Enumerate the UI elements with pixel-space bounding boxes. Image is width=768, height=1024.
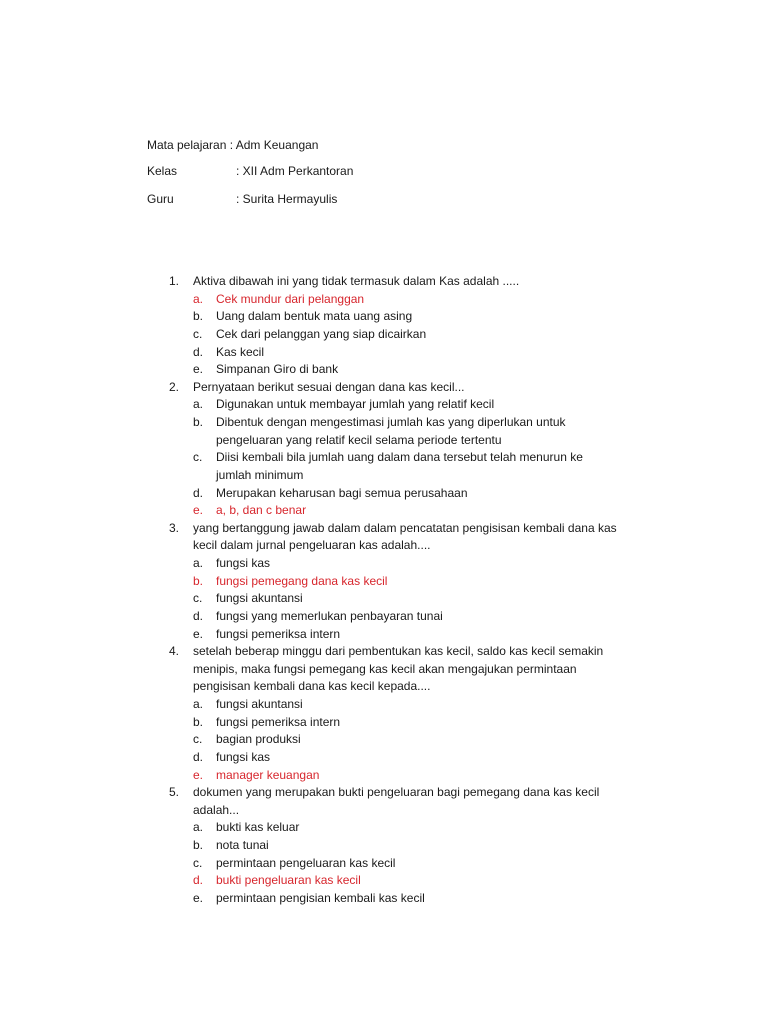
- option-letter: e.: [193, 362, 204, 377]
- option-letter: e.: [193, 767, 204, 782]
- option-letter: d.: [193, 485, 204, 500]
- question-line: [0, 643, 768, 661]
- option-text: fungsi pemeriksa intern: [216, 714, 341, 729]
- answer-option: [0, 696, 768, 714]
- question-number: 3.: [169, 520, 180, 535]
- option-line: [0, 890, 768, 908]
- question-item: [0, 379, 768, 520]
- question-line: [0, 379, 768, 397]
- header-value: : Adm Keuangan: [229, 138, 319, 152]
- question-text: kecil dalam jurnal pengeluaran kas adalah....: [193, 538, 431, 553]
- option-line: [0, 590, 768, 608]
- option-text: Kas kecil: [216, 344, 265, 359]
- answer-option-correct: [0, 291, 768, 309]
- answer-option-correct: [0, 573, 768, 591]
- question-line: [0, 537, 768, 555]
- question-item: [0, 273, 768, 379]
- option-letter: b.: [193, 573, 204, 588]
- question-number: 1.: [169, 274, 180, 288]
- option-letter: b.: [193, 309, 204, 324]
- option-line: [0, 749, 768, 767]
- question-line: [0, 678, 768, 696]
- answer-option: [0, 731, 768, 749]
- question-text: pengisisan kembali dana kas kecil kepada....: [193, 679, 431, 694]
- option-line: [0, 573, 768, 591]
- option-line: [0, 326, 768, 344]
- question-text: dokumen yang merupakan bukti pengeluaran bagi pemegang dana kas kecil: [193, 785, 600, 800]
- option-text: fungsi akuntansi: [216, 697, 303, 711]
- option-line: [0, 767, 768, 785]
- answer-option-correct: [0, 767, 768, 785]
- option-line: [0, 696, 768, 714]
- option-text: fungsi kas: [216, 556, 271, 570]
- answer-option: [0, 590, 768, 608]
- header-class: [147, 164, 353, 178]
- option-line: [0, 855, 768, 873]
- question-line: [0, 802, 768, 820]
- option-text: jumlah minimum: [216, 467, 304, 482]
- option-letter: a.: [193, 820, 204, 835]
- option-letter: c.: [193, 591, 203, 606]
- option-letter: e.: [193, 626, 204, 641]
- option-text: bagian produksi: [216, 732, 301, 747]
- option-letter: d.: [193, 749, 204, 764]
- option-letter: a.: [193, 397, 204, 412]
- option-line: [0, 291, 768, 309]
- option-line: [0, 414, 768, 432]
- option-letter: a.: [193, 697, 204, 711]
- question-number: 5.: [169, 785, 180, 800]
- option-line: [0, 731, 768, 749]
- option-text: manager keuangan: [216, 767, 320, 782]
- question-number: 4.: [169, 644, 180, 659]
- question-text: menipis, maka fungsi pemegang kas kecil akan mengajukan permintaan: [193, 661, 577, 676]
- answer-option-correct: [0, 872, 768, 890]
- header-teacher: [147, 192, 337, 206]
- option-text: Dibentuk dengan mengestimasi jumlah kas yang diperlukan untuk: [216, 415, 566, 429]
- question-item: [0, 520, 768, 643]
- option-line: [0, 308, 768, 326]
- option-line: [0, 449, 768, 467]
- answer-option: [0, 308, 768, 326]
- answer-option: [0, 326, 768, 344]
- option-line: [0, 396, 768, 414]
- option-text: Simpanan Giro di bank: [216, 362, 339, 377]
- option-text: Digunakan untuk membayar jumlah yang relatif kecil: [216, 397, 495, 412]
- answer-option: [0, 344, 768, 362]
- option-text: Uang dalam bentuk mata uang asing: [216, 309, 413, 324]
- question-list: [0, 273, 768, 908]
- option-letter: c.: [193, 855, 203, 870]
- answer-option: [0, 361, 768, 379]
- option-line: [0, 714, 768, 732]
- option-text: Cek mundur dari pelanggan: [216, 291, 365, 306]
- header-label: Mata pelajaran: [147, 138, 227, 152]
- option-text: Merupakan keharusan bagi semua perusahaan: [216, 485, 468, 500]
- answer-option: [0, 485, 768, 503]
- answer-option: [0, 890, 768, 908]
- option-letter: d.: [193, 608, 204, 623]
- option-line: [0, 819, 768, 837]
- option-line: [0, 608, 768, 626]
- option-text: a, b, dan c benar: [216, 503, 307, 518]
- question-line: [0, 273, 768, 291]
- question-line: [0, 784, 768, 802]
- question-item: [0, 643, 768, 784]
- option-text: fungsi pemeriksa intern: [216, 626, 341, 641]
- option-text: Cek dari pelanggan yang siap dicairkan: [216, 326, 427, 341]
- option-text: fungsi kas: [216, 749, 271, 764]
- question-text: Aktiva dibawah ini yang tidak termasuk dalam Kas adalah .....: [193, 274, 520, 288]
- option-line: [0, 485, 768, 503]
- option-text: fungsi yang memerlukan penbayaran tunai: [216, 608, 443, 623]
- question-text: adalah...: [193, 802, 240, 817]
- answer-option: [0, 396, 768, 414]
- question-item: [0, 784, 768, 907]
- header-label: Guru: [147, 192, 174, 206]
- answer-option: [0, 555, 768, 573]
- header-subject: [147, 138, 318, 152]
- option-line: [0, 344, 768, 362]
- option-line: [0, 555, 768, 573]
- answer-option: [0, 626, 768, 644]
- option-letter: c.: [193, 732, 203, 747]
- header-value: : XII Adm Perkantoran: [236, 164, 354, 178]
- answer-option: [0, 449, 768, 484]
- answer-option: [0, 837, 768, 855]
- option-text: Diisi kembali bila jumlah uang dalam dana tersebut telah menurun ke: [216, 450, 583, 465]
- option-line: [0, 626, 768, 644]
- option-letter: e.: [193, 890, 204, 905]
- option-text: fungsi akuntansi: [216, 591, 303, 606]
- option-text: pengeluaran yang relatif kecil selama periode tertentu: [216, 432, 502, 447]
- question-line: [0, 520, 768, 538]
- option-line: [0, 502, 768, 520]
- question-text: setelah beberap minggu dari pembentukan kas kecil, saldo kas kecil semakin: [193, 644, 604, 659]
- header-label: Kelas: [147, 164, 178, 178]
- question-line: [0, 661, 768, 679]
- option-text: permintaan pengeluaran kas kecil: [216, 855, 396, 870]
- option-letter: b.: [193, 415, 204, 429]
- option-letter: a.: [193, 556, 204, 570]
- option-line: [0, 361, 768, 379]
- option-line: [0, 467, 768, 485]
- option-letter: d.: [193, 344, 204, 359]
- option-line: [0, 432, 768, 450]
- option-text: fungsi pemegang dana kas kecil: [216, 573, 388, 588]
- question-text: yang bertanggung jawab dalam dalam pencatatan pengisisan kembali dana kas: [193, 520, 617, 535]
- answer-option: [0, 608, 768, 626]
- option-text: bukti kas keluar: [216, 820, 300, 835]
- question-text: Pernyataan berikut sesuai dengan dana kas kecil...: [193, 379, 465, 394]
- option-letter: e.: [193, 503, 204, 518]
- option-letter: c.: [193, 326, 203, 341]
- answer-option: [0, 855, 768, 873]
- option-letter: a.: [193, 291, 204, 306]
- option-text: permintaan pengisian kembali kas kecil: [216, 890, 425, 905]
- answer-option: [0, 714, 768, 732]
- option-letter: b.: [193, 714, 204, 729]
- option-text: nota tunai: [216, 838, 269, 852]
- question-number: 2.: [169, 379, 180, 394]
- answer-option-correct: [0, 502, 768, 520]
- option-line: [0, 837, 768, 855]
- answer-option: [0, 819, 768, 837]
- option-letter: b.: [193, 838, 204, 852]
- option-letter: c.: [193, 450, 203, 465]
- option-line: [0, 872, 768, 890]
- answer-option: [0, 414, 768, 449]
- answer-option: [0, 749, 768, 767]
- option-letter: d.: [193, 873, 204, 888]
- header-value: : Surita Hermayulis: [236, 192, 338, 206]
- option-text: bukti pengeluaran kas kecil: [216, 873, 361, 888]
